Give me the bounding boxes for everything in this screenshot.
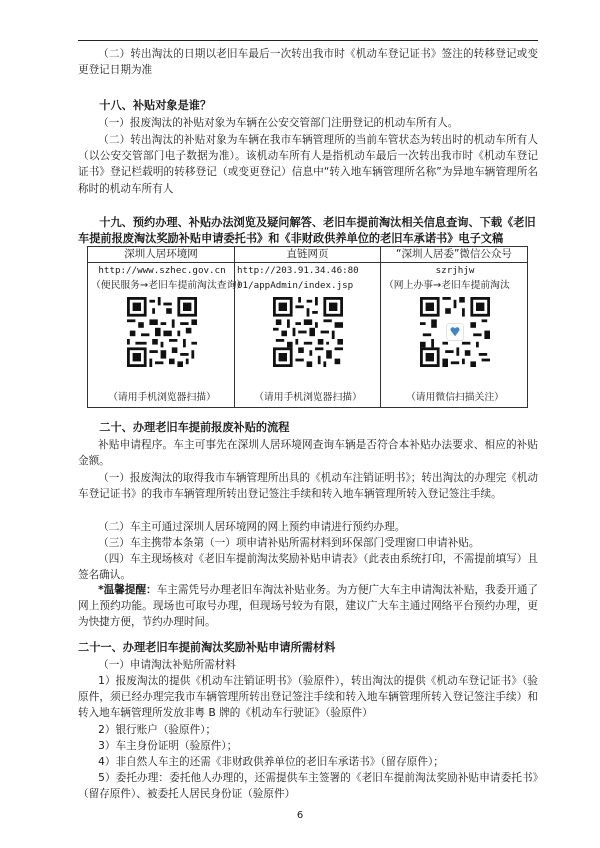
sec18-title: 十八、补贴对象是谁？ [99,99,212,112]
qr-code-icon [127,297,197,367]
sec18-item2: （二）转出淘汰的补贴对象为车辆在我市车辆管理所的当前车管状态为转出时的机动车所有人（以公安交管部门电子数据为准）。该机动车所有人是指机动车最后一次转出我市时《机动车登记证书》登记栏载明的转移登记（或变更登记）信息中“转入地车辆管理所名称”为异地车辆管理所名称时的机动车所有人 [78,134,538,195]
sec17-item2: （二）转出淘汰的日期以老旧车最后一次转出我市时《机动车登记证书》签注的转移登记或变更登记日期为准 [78,48,538,77]
table-divider [380,247,381,407]
col2-cell [237,263,379,407]
sec18-item1: （一）报废淘汰的补贴对象为车辆在公安交管部门注册登记的机动车所有人。 [98,117,459,129]
sec21-item2: 2）银行账户（验原件）； [98,724,217,736]
sec20-intro: 补贴申请程序。车主可事先在深圳人居环境网查询车辆是否符合本补贴办法要求、相应的补贴金额。 [78,439,538,468]
col2-url-line1[interactable]: http://203.91.34.46:80 [237,265,359,276]
sec19-title: 十九、预约办理、补贴办法浏览及疑问解答、老旧车提前淘汰相关信息查询、下载《老旧车提前报废淘汰奖励补贴申请委托书》和《非财政供养单位的老旧车承诺书》电子文稿 [78,216,536,246]
col2-scan-hint: （请用手机浏览器扫描） [254,392,362,403]
col2-url-line2[interactable]: 01/appAdmin/index.jsp [237,280,354,291]
col3-header: “深圳人居委”微信公众号 [396,248,512,260]
col1-scan-hint: （请用手机浏览器扫描） [108,392,216,403]
col3-cell [384,263,526,407]
page-number: 6 [296,810,304,821]
sec20-tip [78,582,538,631]
sec21-title: 二十一、办理老旧车提前淘汰奖励补贴申请所需材料 [78,641,336,654]
col2-qr-code [273,297,343,367]
sec21-item1: 1）报废淘汰的提供《机动车注销证明书》（验原件），转出淘汰的提供《机动车登记证书》（验原件，须已经办理完我市车辆管理所转出登记签注手续和转入地车辆管理所转入登记签注手续）和转入地车辆管理所发放非粤 B 牌的《机动车行驶证》（验原件） [78,675,538,720]
qr-code-icon [420,297,490,367]
sec21-item4: 4）非自然人车主的还需《非财政供养单位的老旧车承诺书》（留存原件）； [98,756,444,768]
sec20-item2: （二）车主可通过深圳人居环境网的网上预约申请进行预约办理。 [98,521,406,533]
col3-scan-hint: （请用微信扫描关注） [406,392,504,403]
qr-code-icon [273,297,343,367]
tip-label: *温馨提醒： [98,584,157,596]
col3-account-id: szrjhjw [435,265,475,276]
sec21-sub: （一）申请淘汰补贴所需材料 [98,659,236,671]
col2-header: 直链网页 [286,248,329,260]
sec20-item4: （四）车主现场核对《老旧车提前淘汰奖励补贴申请表》（此表由系统打印，不需提前填写）且签名确认。 [78,553,538,582]
col1-nav-path: （便民服务→老旧车提前淘汰查询） [91,280,247,291]
top-rule [78,40,538,41]
col3-qr-code [420,297,490,367]
table-divider [234,247,235,407]
col1-url-link[interactable]: http://www.szhec.gov.cn [98,265,226,276]
tip-text: 车主需凭号办理老旧车淘汰补贴业务。为方便广大车主申请淘汰补贴，我委开通了网上预约功能。现场也可取号办理，但现场号较为有限，建议广大车主通过网络平台预约办理，更为快捷方便，节约办理时间。 [78,584,539,629]
sec21-item5: 5）委托办理：委托他人办理的，还需提供车主签署的《老旧车提前淘汰奖励补贴申请委托书》（留存原件）、被委托人居民身份证（验原件） [78,772,538,801]
links-table [87,246,528,408]
col1-qr-code [127,297,197,367]
sec21-item3: 3）车主身份证明（验原件）； [98,740,238,752]
sec20-item3: （三）车主携带本条第（一）项申请补贴所需材料到环保部门受理窗口申请补贴。 [98,537,480,549]
sec20-item1: （一）报废淘汰的取得我市车辆管理所出具的《机动车注销证明书》；转出淘汰的办理完《机动车登记证书》的我市车辆管理所转出登记签注手续和转入地车辆管理所转入登记签注手续。 [78,472,538,501]
col1-header: 深圳人居环境网 [124,248,198,260]
col1-cell [91,263,247,407]
sec20-title: 二十、办理老旧车提前报废补贴的流程 [99,421,290,434]
col3-nav-path: （网上办事→老旧车提前淘汰 [384,280,510,291]
